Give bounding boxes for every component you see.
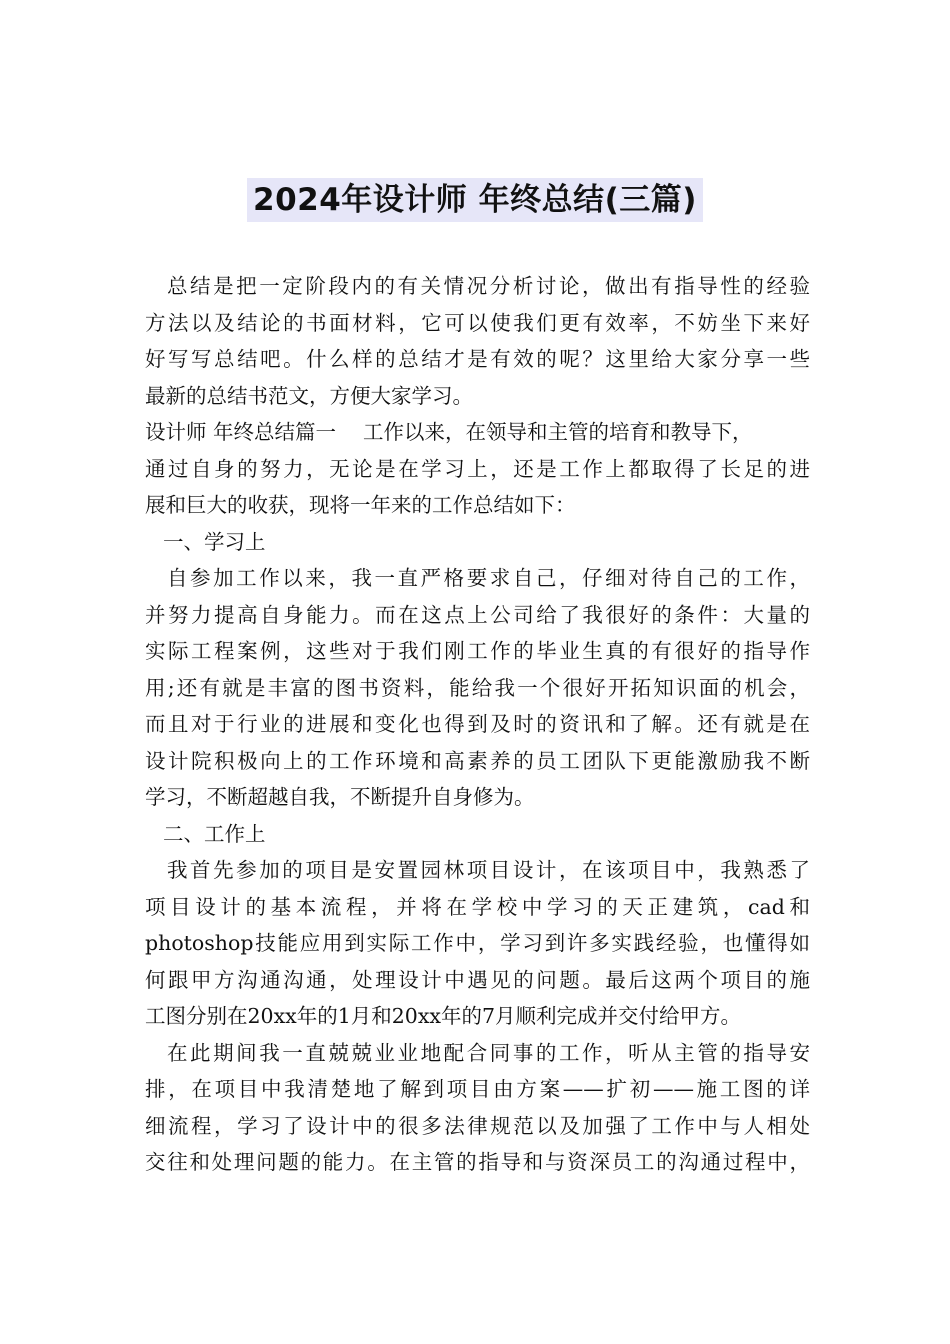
text-line: 工图分别在20xx年的1月和20xx年的7月顺利完成并交付给甲方。 bbox=[145, 1004, 742, 1028]
document-title: 2024年设计师 年终总结(三篇) bbox=[247, 178, 703, 222]
document-body bbox=[145, 268, 810, 1181]
text-line: 项目设计的基本流程，并将在学校中学习的天正建筑，cad和 bbox=[145, 894, 810, 919]
text-line: 通过自身的努力，无论是在学习上，还是工作上都取得了长足的进 bbox=[145, 456, 810, 481]
section-heading: 二、工作上 bbox=[163, 821, 266, 846]
text-line: 方法以及结论的书面材料，它可以使我们更有效率，不妨坐下来好 bbox=[145, 310, 810, 335]
text-line: 交往和处理问题的能力。在主管的指导和与资深员工的沟通过程中， bbox=[145, 1150, 810, 1174]
text-line: 排，在项目中我清楚地了解到项目由方案——扩初——施工图的详 bbox=[145, 1077, 810, 1101]
text-line: 在此期间我一直兢兢业业地配合同事的工作，听从主管的指导安 bbox=[167, 1040, 810, 1065]
title-container bbox=[0, 178, 950, 222]
text-line: 设计院积极向上的工作环境和高素养的员工团队下更能激励我不断 bbox=[145, 748, 810, 773]
text-line: 自参加工作以来，我一直严格要求自己，仔细对待自己的工作， bbox=[167, 566, 810, 590]
text-line: 学习，不断超越自我，不断提升自身修为。 bbox=[145, 785, 535, 809]
text-line: 并努力提高自身能力。而在这点上公司给了我很好的条件：大量的 bbox=[145, 602, 810, 627]
text-line: 设计师 年终总结篇一 工作以来，在领导和主管的培育和教导下， bbox=[145, 420, 753, 444]
text-line: 最新的总结书范文，方便大家学习。 bbox=[145, 383, 473, 408]
text-line: 实际工程案例，这些对于我们刚工作的毕业生真的有很好的指导作 bbox=[145, 639, 810, 663]
text-line: 总结是把一定阶段内的有关情况分析讨论，做出有指导性的经验 bbox=[167, 274, 810, 298]
text-line: 好写写总结吧。什么样的总结才是有效的呢？这里给大家分享一些 bbox=[145, 347, 810, 371]
section-heading: 一、学习上 bbox=[163, 529, 266, 554]
text-line: 何跟甲方沟通沟通，处理设计中遇见的问题。最后这两个项目的施 bbox=[145, 967, 810, 992]
text-line: 细流程，学习了设计中的很多法律规范以及加强了工作中与人相处 bbox=[145, 1113, 810, 1138]
text-line: photoshop技能应用到实际工作中，学习到许多实践经验，也懂得如 bbox=[145, 931, 810, 955]
text-line: 展和巨大的收获，现将一年来的工作总结如下： bbox=[145, 493, 576, 517]
text-line: 而且对于行业的进展和变化也得到及时的资讯和了解。还有就是在 bbox=[145, 712, 810, 736]
text-line: 用;还有就是丰富的图书资料，能给我一个很好开拓知识面的机会， bbox=[145, 675, 810, 700]
text-line: 我首先参加的项目是安置园林项目设计，在该项目中，我熟悉了 bbox=[167, 858, 810, 882]
